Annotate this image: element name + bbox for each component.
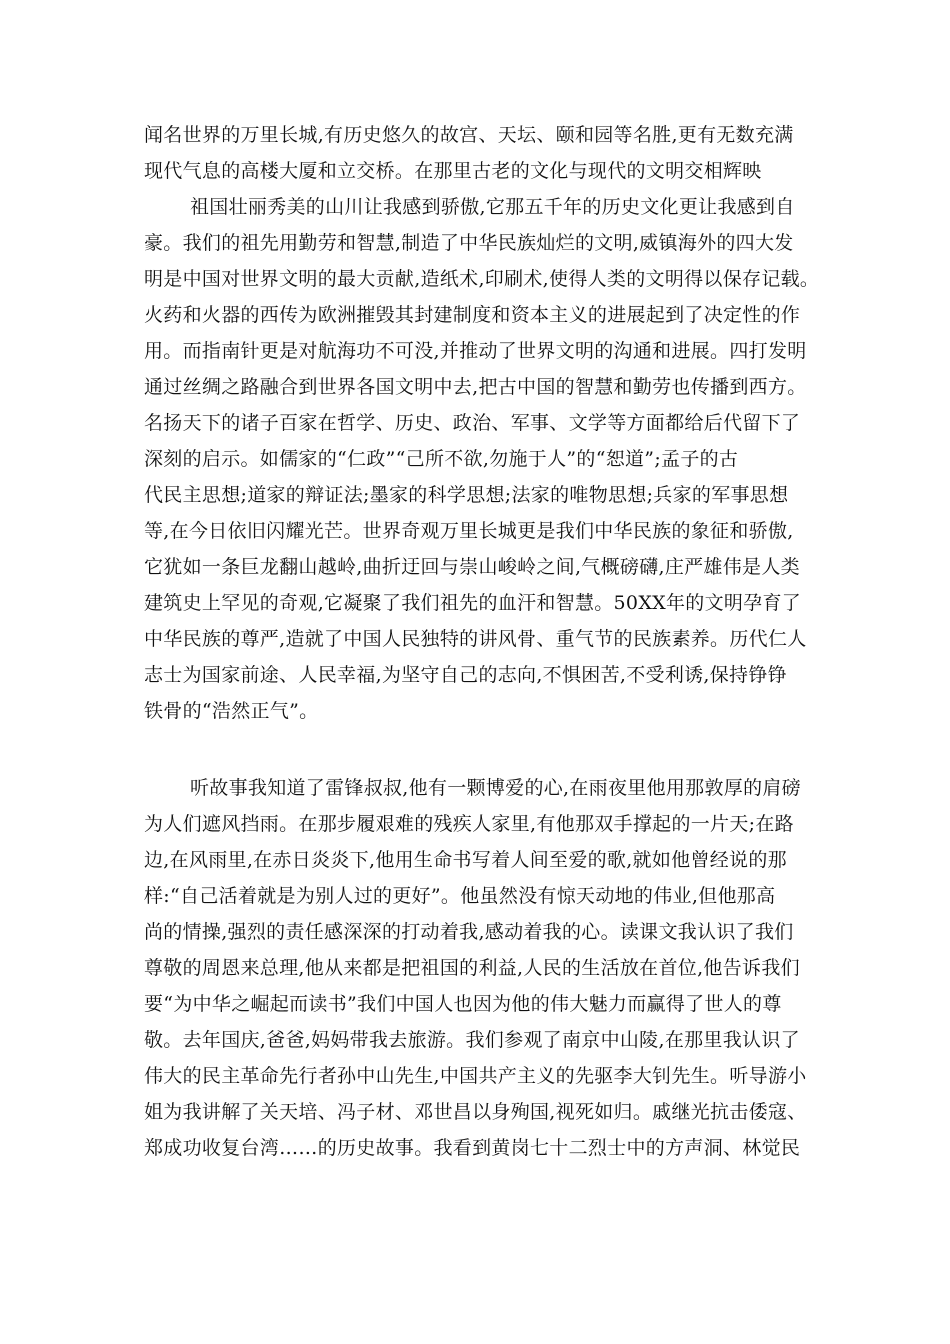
text-line: 志士为国家前途、人民幸福,为坚守自己的志向,不惧困苦,不受利诱,保持铮铮 [144,664,787,686]
text-line: 代民主思想;道家的辩证法;墨家的科学思想;法家的唯物思想;兵家的军事思想 [144,484,789,506]
text-line: 尊敬的周恩来总理,他从来都是把祖国的利益,人民的生活放在首位,他告诉我们 [144,957,800,979]
text-line: 中华民族的尊严,造就了中国人民独特的讲风骨、重气节的民族素养。历代仁人 [144,628,807,650]
text-line: 深刻的启示。如儒家的“仁政”“己所不欲,勿施于人”的“恕道”;孟子的古 [144,448,739,470]
text-line: 通过丝绸之路融合到世界各国文明中去,把古中国的智慧和勤劳也传播到西方。 [144,376,807,398]
text-line: 用。而指南针更是对航海功不可没,并推动了世界文明的沟通和进展。四打发明 [144,340,807,362]
text-line: 尚的情操,强烈的责任感深深的打动着我,感动着我的心。读课文我认识了我们 [144,921,794,943]
paragraph-first-line: 听故事我知道了雷锋叔叔,他有一颗博爱的心,在雨夜里他用那敦厚的肩磅 [190,777,801,799]
text-line: 伟大的民主革命先行者孙中山先生,中国共产主义的先驱李大钊先生。听导游小 [144,1065,807,1087]
text-line: 名扬天下的诸子百家在哲学、历史、政治、军事、文学等方面都给后代留下了 [144,412,801,434]
text-line: 郑成功收复台湾……的历史故事。我看到黄岗七十二烈士中的方声洞、林觉民 [144,1137,801,1159]
text-line: 边,在风雨里,在赤日炎炎下,他用生命书写着人间至爱的歌,就如他曾经说的那 [144,849,787,871]
text-line: 姐为我讲解了关天培、冯子材、邓世昌以身殉国,视死如归。戚继光抗击倭寇、 [144,1101,807,1123]
text-line: 豪。我们的祖先用勤劳和智慧,制造了中华民族灿烂的文明,威镇海外的四大发 [144,232,794,254]
text-line: 等,在今日依旧闪耀光芒。世界奇观万里长城更是我们中华民族的象征和骄傲, [144,520,794,542]
text-line: 建筑史上罕见的奇观,它凝聚了我们祖先的血汗和智慧。50XX年的文明孕育了 [144,592,802,614]
text-line: 闻名世界的万里长城,有历史悠久的故宫、天坛、颐和园等名胜,更有无数充满 [144,124,794,146]
text-line: 要“为中华之崛起而读书”我们中国人也因为他的伟大魅力而赢得了世人的尊 [144,993,782,1015]
text-line: 火药和火器的西传为欧洲摧毁其封建制度和资本主义的进展起到了决定性的作 [144,304,801,326]
paragraph-first-line: 祖国壮丽秀美的山川让我感到骄傲,它那五千年的历史文化更让我感到自 [190,196,795,218]
text-line: 样:“自己活着就是为别人过的更好”。他虽然没有惊天动地的伟业,但他那高 [144,885,776,907]
text-line: 为人们遮风挡雨。在那步履艰难的残疾人家里,有他那双手撑起的一片天;在路 [144,813,794,835]
text-line: 敬。去年国庆,爸爸,妈妈带我去旅游。我们参观了南京中山陵,在那里我认识了 [144,1029,800,1051]
text-line: 明是中国对世界文明的最大贡献,造纸术,印刷术,使得人类的文明得以保存记载。 [144,268,820,290]
text-line: 铁骨的“浩然正气”。 [144,700,319,722]
text-line: 现代气息的高楼大厦和立交桥。在那里古老的文化与现代的文明交相辉映 [144,160,762,182]
text-line: 它犹如一条巨龙翻山越岭,曲折迂回与崇山峻岭之间,气概磅礴,庄严雄伟是人类 [144,556,800,578]
